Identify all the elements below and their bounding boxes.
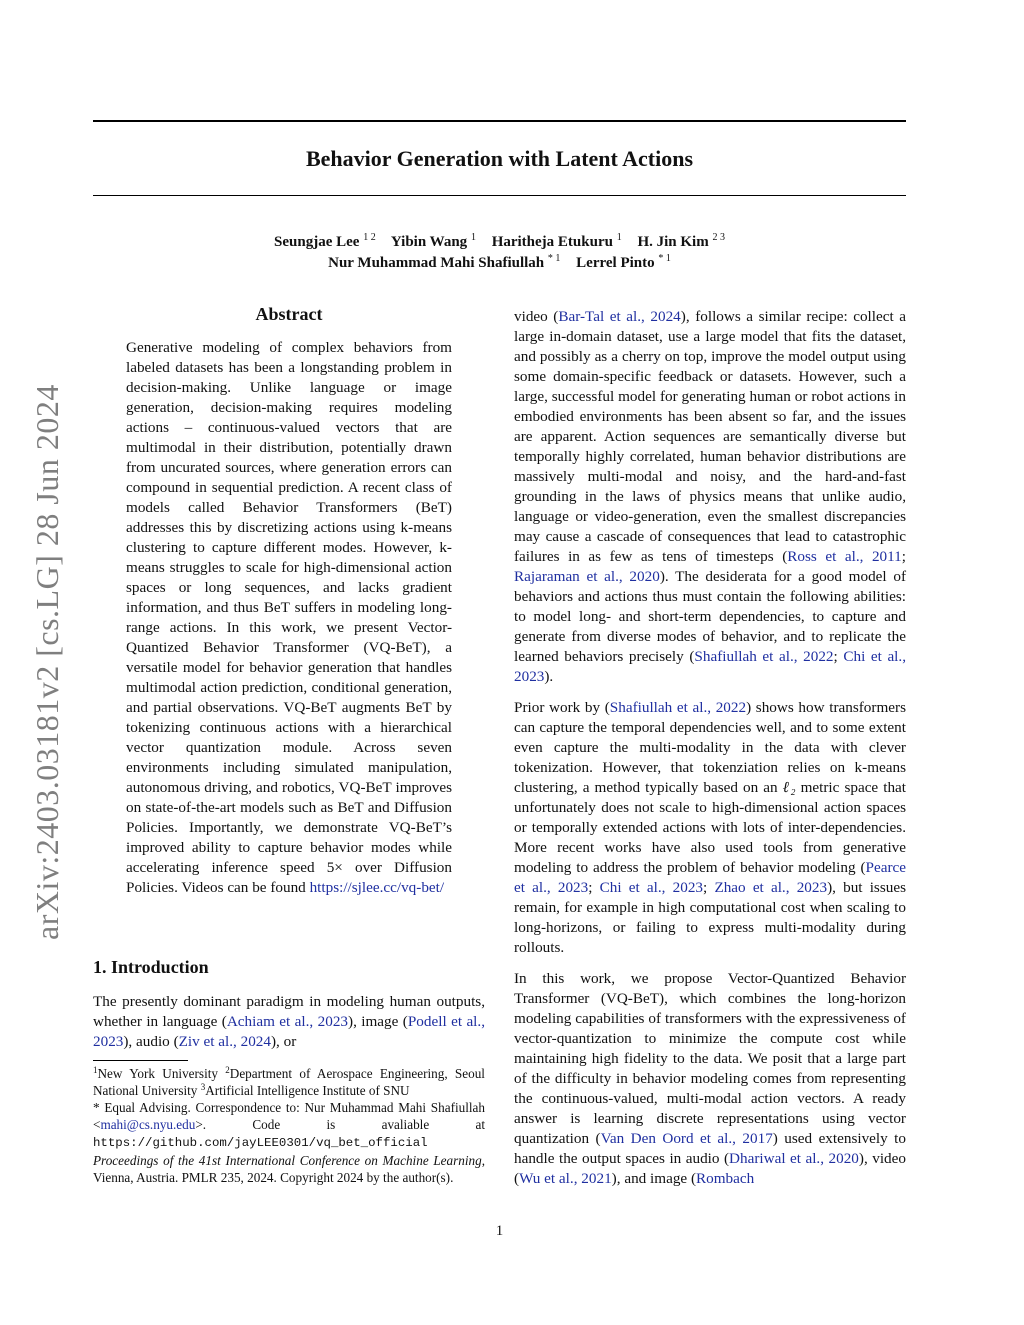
math-symbol: ℓ₂ (782, 779, 796, 796)
email-link[interactable]: mahi@cs.nyu.edu (100, 1117, 196, 1132)
text-run: ). (544, 668, 554, 685)
abstract-heading: Abstract (255, 304, 323, 324)
author-affiliation: 1 (470, 232, 476, 243)
text-run: New York University (97, 1066, 226, 1081)
citation-link[interactable]: Shafiullah et al., 2022 (609, 699, 747, 716)
text-run: Department of Aerospace Engineering, Seoul National University (93, 1066, 485, 1098)
intro-paragraph (514, 698, 906, 958)
citation-link[interactable]: Chi et al., 2023 (599, 879, 704, 896)
citation-link[interactable]: Zhao et al., 2023 (714, 879, 828, 896)
affiliation-footnote (93, 1065, 485, 1099)
author-line-1 (93, 232, 906, 253)
author-name: Nur Muhammad Mahi Shafiullah (328, 255, 545, 271)
text-run: ), audio ( (123, 1033, 179, 1050)
section-heading-introduction: 1. Introduction (93, 957, 209, 977)
text-run: Artificial Intelligence Institute of SNU (205, 1083, 410, 1098)
intro-paragraph (514, 969, 906, 1189)
text-run: ; (588, 879, 600, 896)
footnote-mark: 3 (200, 1082, 206, 1092)
citation-link[interactable]: Bar-Tal et al., 2024 (558, 308, 681, 325)
citation-link[interactable]: Wu et al., 2021 (519, 1170, 612, 1187)
arxiv-stamp: arXiv:2403.03181v2 [cs.LG] 28 Jun 2024 (29, 384, 65, 940)
author-affiliation: 1 2 (363, 232, 376, 243)
right-column (514, 307, 906, 1200)
author-affiliation: 1 (616, 232, 622, 243)
paper-title: Behavior Generation with Latent Actions (305, 146, 694, 171)
text-run: ) shows how transformers can capture the temporal dependencies well, and to some extent even capture the multi-modality in the data with clever tokenization. However, that tokenziation relies on k-means clustering, a method typically based on an (514, 699, 906, 796)
text-run: In this work, we propose Vector-Quantized Behavior Transformer (VQ-BeT), which combines the long-horizon modeling capabilities of transformers with the expressiveness of vector-quantization to minimize the compute cost while maintaining high fidelity to the data. We posit that a large part of the difficulty in behavior modeling comes from representing the continuous-valued, multi-modal action vectors. A ready answer is learning discrete representations using vector quantization ( (514, 970, 906, 1147)
title-top-rule (93, 120, 906, 122)
footnote-mark: 1 (93, 1065, 98, 1075)
citation-link[interactable]: Pearce et al., 2023 (514, 859, 906, 896)
author-affiliation: * 1 (658, 253, 671, 264)
footnotes (93, 1065, 485, 1186)
text-run: ; (833, 648, 844, 665)
text-run: ). The desiderata for a good model of behaviors and actions thus must contain the following abilities: to model long- and short-term dependencies, to capture and generate from diverse modes of behavior, and to replicate the learned behaviors precisely ( (514, 568, 906, 665)
citation-link[interactable]: Chi et al., 2023 (514, 648, 906, 685)
text-run: ), and image ( (611, 1170, 697, 1187)
citation-link[interactable]: Rajaraman et al., 2020 (514, 568, 660, 585)
code-url-link[interactable]: https://github.com/jayLEE0301/vq_bet_official (93, 1136, 428, 1150)
footnote-mark: 2 (225, 1065, 230, 1075)
text-run: video ( (514, 308, 559, 325)
intro-paragraph (514, 307, 906, 687)
text-run: The presently dominant paradigm in modeling human outputs, whether in language ( (93, 993, 485, 1030)
citation-link[interactable]: Achiam et al., 2023 (226, 1013, 349, 1030)
citation-link[interactable]: Shafiullah et al., 2022 (694, 648, 834, 665)
author-affiliation: * 1 (547, 253, 561, 264)
author-name: Yibin Wang (390, 234, 468, 250)
citation-link[interactable]: Ziv et al., 2024 (178, 1033, 271, 1050)
citation-link[interactable]: Van Den Oord et al., 2017 (600, 1130, 773, 1147)
text-run: metric space that unfortunately does not scale to high-dimensional action spaces or temporally extended actions with lots of inter-dependencies. More recent works have also used tools from generative modeling to address the problem of behavior modeling ( (514, 779, 907, 876)
footnote-rule (93, 1060, 188, 1061)
citation-link[interactable]: Rombach (696, 1170, 755, 1187)
citation-link[interactable]: Podell et al., 2023 (93, 1013, 485, 1050)
page-number: 1 (495, 1223, 504, 1239)
project-link[interactable]: https://sjlee.cc/vq-bet/ (309, 879, 445, 896)
text-run: ), video ( (514, 1150, 906, 1187)
text-run: ), image ( (348, 1013, 408, 1030)
author-list (93, 232, 906, 274)
proceedings-footnote (93, 1152, 485, 1186)
author-affiliation: 2 3 (712, 232, 725, 243)
text-run: Proceedings of the 41st International Conference on Machine Learning (93, 1153, 482, 1168)
author-name: H. Jin Kim (637, 234, 709, 250)
text-run: Prior work by ( (514, 699, 610, 716)
text-run: , Vienna, Austria. PMLR 235, 2024. Copyright 2024 by the author(s). (93, 1153, 485, 1185)
author-name: Haritheja Etukuru (491, 234, 613, 250)
citation-link[interactable]: Ross et al., 2011 (787, 548, 902, 565)
text-run: * Equal Advising. Correspondence to: Nur Muhammad Mahi Shafiullah < (93, 1100, 485, 1132)
text-run: ; (901, 548, 907, 565)
text-run: ) used extensively to handle the output spaces in audio ( (514, 1130, 906, 1167)
abstract-text: Generative modeling of complex behaviors from labeled datasets has been a longstanding problem in decision-making. Unlike language or image generation, decision-making requires modeling actions – continuous-valued vectors that are multimodal in their distribution, potentially drawn from uncurated sources, where generation errors can compound in sequential prediction. A recent class of models called Behavior Transformers (BeT) addresses this by discretizing actions using k-means clustering to capture different modes. However, k-means struggles to scale for high-dimensional action spaces or long sequences, and lacks gradient information, and thus BeT suffers in modeling long-range actions. In this work, we present Vector-Quantized Behavior Transformer (VQ-BeT), a versatile model for behavior generation that handles multimodal action prediction, conditional generation, and partial observations. VQ-BeT augments BeT by tokenizing continuous actions with a hierarchical vector quantization module. Across seven environments including simulated manipulation, autonomous driving, and robotics, VQ-BeT improves on state-of-the-art models such as BeT and Diffusion Policies. Importantly, we demonstrate VQ-BeT’s improved ability to capture behavior modes while accelerating inference speed 5× over Diffusion Policies. Videos can be found (126, 339, 452, 896)
correspondence-footnote (93, 1099, 485, 1152)
text-run: ), follows a similar recipe: collect a large in-domain dataset, use a large model that fits the dataset, and possibly as a cherry on top, improve the model output using some domain-specific feedback or datasets. However, such a large, successful model for generating human or robot actions in embodied environments has been absent so far, and the issues are apparent. Action sequences are semantically diverse but temporally highly correlated, human behavior distributions are massively multi-modal and noisy, and the hard-and-fast grounding in the laws of physics means that unlike audio, language or video-generation, even the smallest discrepancies may cause a cascade of consequences that lead to catastrophic failures in as few as tens of timesteps ( (514, 308, 906, 565)
text-run: >. Code is avaliable at (195, 1117, 485, 1132)
author-line-2 (93, 253, 906, 274)
text-run: ), or (271, 1033, 297, 1050)
abstract-body (126, 338, 452, 898)
citation-link[interactable]: Dhariwal et al., 2020 (729, 1150, 859, 1167)
text-run: ; (703, 879, 715, 896)
text-run: ), but issues remain, for example in high computational cost when scaling to long-horizons, or failing to express multi-modality during rollouts. (514, 879, 906, 956)
author-name: Lerrel Pinto (576, 255, 655, 271)
author-name: Seungjae Lee (274, 234, 360, 250)
intro-paragraph-left (93, 992, 485, 1052)
title-bottom-rule (93, 195, 906, 196)
